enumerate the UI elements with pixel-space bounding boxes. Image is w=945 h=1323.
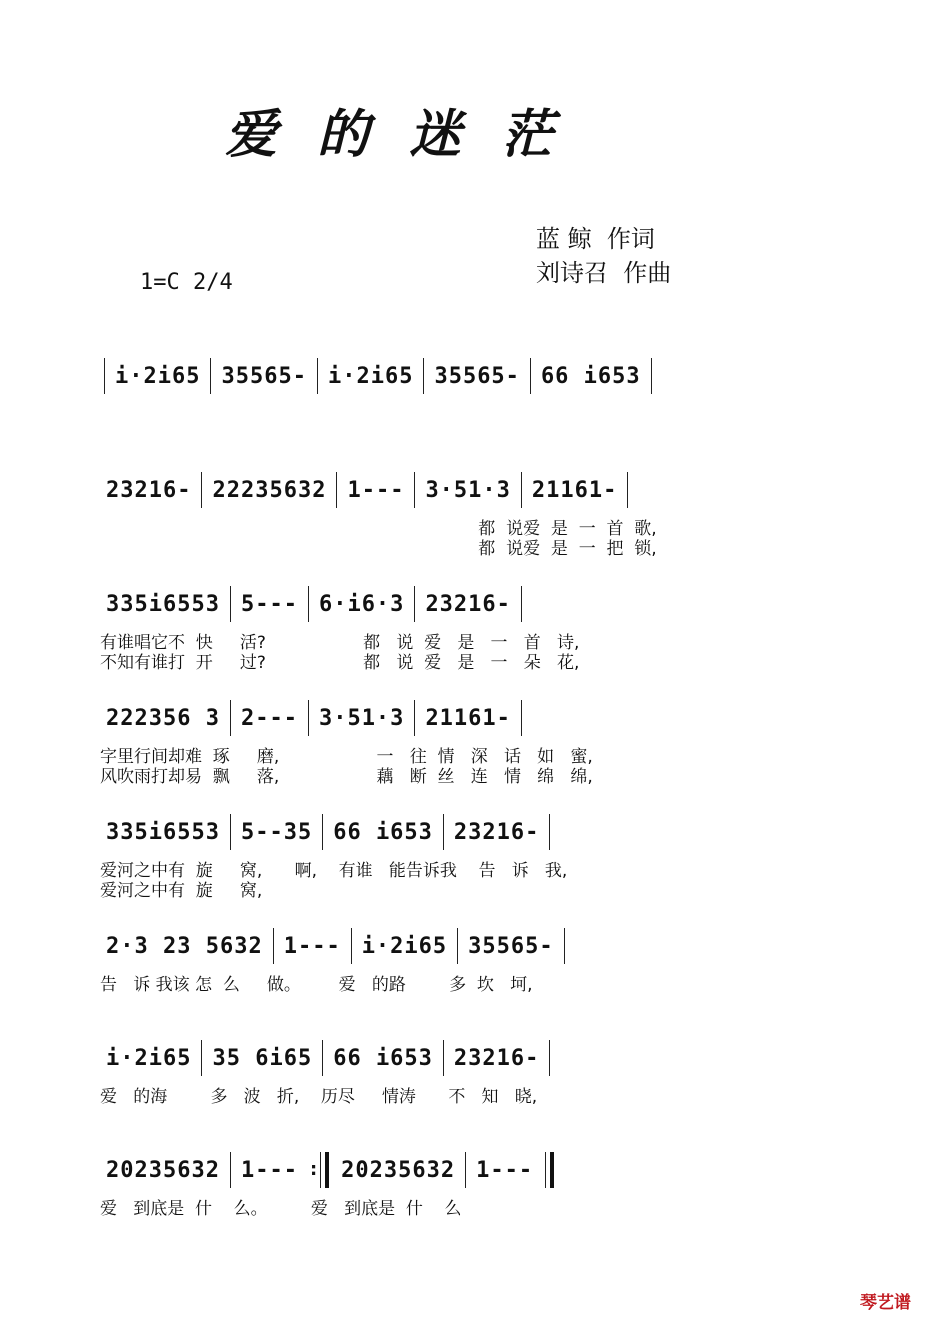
bar-line [201,472,202,508]
measure: 23216- [425,591,511,617]
measure: 23216- [453,819,540,845]
repeat-end-barline: : [310,1150,329,1190]
bar-line [230,700,231,736]
measure: 335i6553 [106,591,220,617]
bar-line [414,472,415,508]
lyric-line-1: 爱 到底是 什 么。 爱 到底是 什 么 [100,1199,462,1219]
lyric-line-1: 告 诉 我该 怎 么 做。 爱 的路 多 坎 坷, [100,975,533,995]
lyric-line-1: 字里行间却难 琢 磨, 一 往 情 深 话 如 蜜, [100,747,593,767]
bar-line [322,814,323,850]
final-barline [545,1150,554,1190]
staff-system-2 [100,470,870,580]
staff-system-4 [100,698,870,808]
measure: 1--- [347,477,405,503]
lyric-line-2: 都 说爱 是 一 把 锁, [100,539,657,559]
measure: i·2i65 [327,363,414,389]
key-signature: 1=C 2/4 [140,270,233,295]
bar-line [336,472,337,508]
bar-line [308,586,309,622]
bar-line [521,586,522,622]
lyric-line-1: 爱河之中有 旋 窝, 啊, 有谁 能告诉我 告 诉 我, [100,861,568,881]
bar-line [521,472,522,508]
measure: 22235632 [212,477,327,503]
bar-line [230,586,231,622]
measure: 1--- [240,1157,298,1183]
song-title: 爱的迷茫 [225,104,594,165]
measure: 3·51·3 [318,705,405,731]
staff-system-1 [100,356,870,466]
bar-line [651,358,652,394]
bar-line [627,472,628,508]
bar-line [308,700,309,736]
bar-line [423,358,424,394]
lyric-line-1: 有谁唱它不 快 活? 都 说 爱 是 一 首 诗, [100,633,580,653]
lyric-line-2: 不知有谁打 开 过? 都 说 爱 是 一 朵 花, [100,653,580,673]
staff-system-3 [100,584,870,694]
staff-system-6 [100,926,870,1036]
measure: 5--35 [240,819,313,845]
measure: 1--- [283,933,341,959]
measure: 222356 3 [106,705,220,731]
measure: 66 i653 [333,819,433,845]
lyricist-credit: 蓝 鲸 作词 [536,225,655,253]
credits [536,222,671,290]
measure: 21161- [425,705,511,731]
measure: 35 6i65 [212,1045,313,1071]
measure: 23216- [106,477,192,503]
bar-line [230,814,231,850]
measure: 1--- [476,1157,534,1183]
measure: 66 i653 [540,363,641,389]
staff-system-7 [100,1038,870,1148]
measure: 21161- [531,477,618,503]
lyric-line-2: 风吹雨打却易 飘 落, 藕 断 丝 连 情 绵 绵, [100,767,593,787]
measure: i·2i65 [115,363,201,389]
measure: 335i6553 [106,819,220,845]
bar-line [273,928,274,964]
measure: 5--- [240,591,298,617]
measure: 20235632 [341,1157,456,1183]
watermark-logo: 琴艺谱 [860,1293,911,1313]
bar-line [322,1040,323,1076]
measure: i·2i65 [361,933,448,959]
bar-line [201,1040,202,1076]
measure: 35565- [468,933,554,959]
staff-system-5 [100,812,870,922]
measure: 35565- [221,363,307,389]
lyric-line-2: 爱河之中有 旋 窝, [100,881,263,901]
measure: i·2i65 [106,1045,192,1071]
bar-line [351,928,352,964]
measure: 2·3 23 5632 [106,933,263,959]
measure: 23216- [453,1045,540,1071]
lyric-line-1: 都 说爱 是 一 首 歌, [100,519,657,539]
bar-line [210,358,211,394]
bar-line [564,928,565,964]
bar-line [317,358,318,394]
bar-line [465,1152,466,1188]
bar-line [414,586,415,622]
bar-line [549,814,550,850]
bar-line [549,1040,550,1076]
measure: 35565- [434,363,520,389]
bar-line [530,358,531,394]
bar-line [230,1152,231,1188]
staff-system-8 [100,1150,870,1260]
bar-line [521,700,522,736]
measure: 20235632 [106,1157,220,1183]
measure: 66 i653 [333,1045,433,1071]
lyric-line-1: 爱 的海 多 波 折, 历尽 情涛 不 知 晓, [100,1087,538,1107]
composer-credit: 刘诗召 作曲 [536,259,672,287]
bar-line [443,1040,444,1076]
bar-line [457,928,458,964]
bar-line [104,358,105,394]
measure: 2--- [240,705,298,731]
measure: 6·i6·3 [318,591,405,617]
measure: 3·51·3 [425,477,511,503]
bar-line [414,700,415,736]
bar-line [443,814,444,850]
